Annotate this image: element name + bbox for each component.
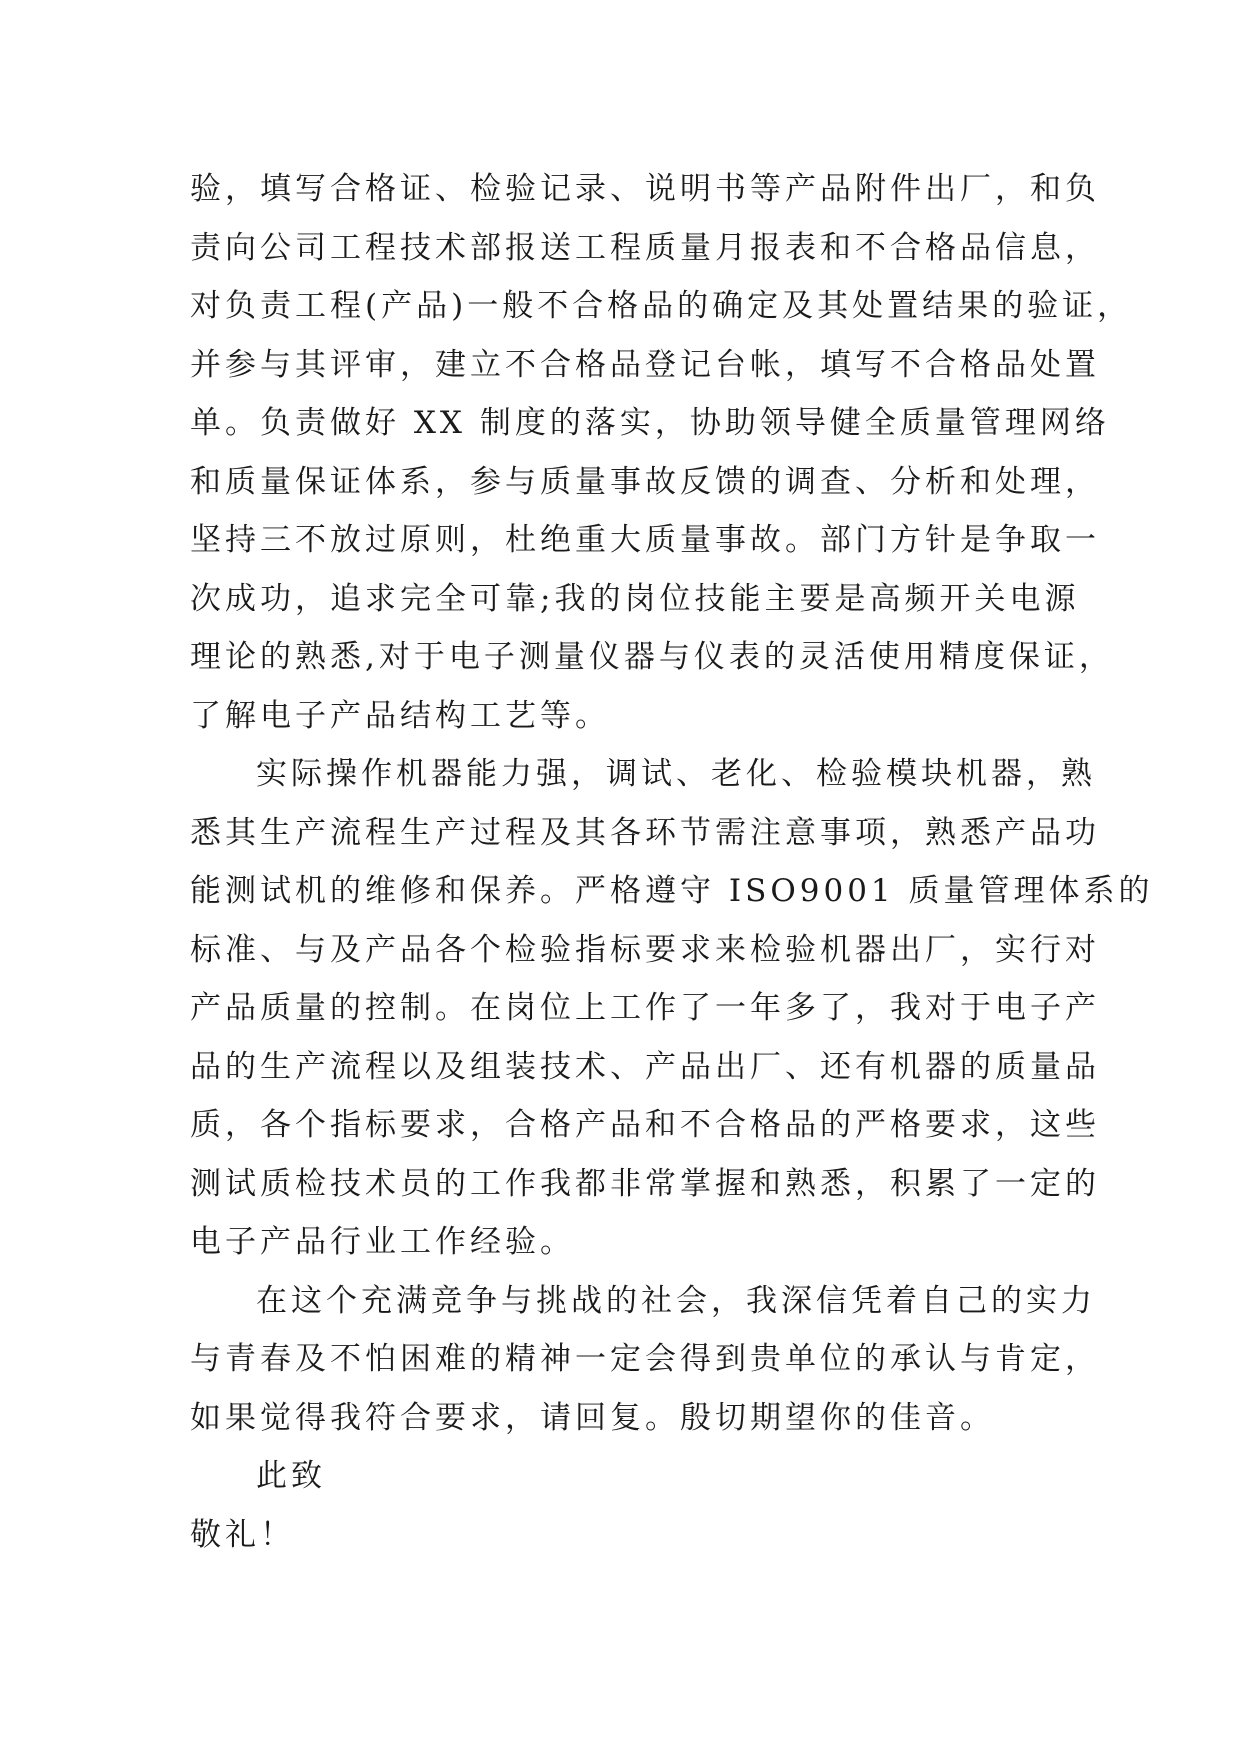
closing-salutation: 此致 <box>256 1458 326 1494</box>
text-line: 并参与其评审，建立不合格品登记台帐，填写不合格品处置 <box>190 346 1100 383</box>
paragraph-2 <box>190 745 1154 1272</box>
text-line: 了解电子产品结构工艺等。 <box>190 697 610 734</box>
paragraph-1 <box>190 160 1133 745</box>
text-line: 单。负责做好 XX 制度的落实，协助领导健全质量管理网络 <box>190 405 1110 441</box>
text-line: 次成功，追求完全可靠;我的岗位技能主要是高频开关电源 <box>190 580 1080 617</box>
text-line: 能测试机的维修和保养。严格遵守 ISO9001 质量管理体系的 <box>190 873 1154 909</box>
text-line: 品的生产流程以及组装技术、产品出厂、还有机器的质量品 <box>190 1048 1100 1085</box>
text-line: 电子产品行业工作经验。 <box>190 1224 575 1260</box>
text-line: 悉其生产流程生产过程及其各环节需注意事项，熟悉产品功 <box>190 814 1100 851</box>
text-line: 在这个充满竞争与挑战的社会，我深信凭着自己的实力 <box>256 1282 1096 1319</box>
closing-regards: 敬礼！ <box>190 1516 295 1553</box>
text-line: 产品质量的控制。在岗位上工作了一年多了，我对于电子产 <box>190 990 1100 1026</box>
text-line: 责向公司工程技术部报送工程质量月报表和不合格品信息， <box>190 229 1100 266</box>
text-line: 坚持三不放过原则，杜绝重大质量事故。部门方针是争取一 <box>190 522 1100 558</box>
paragraph-3 <box>190 1272 1100 1448</box>
text-line: 测试质检技术员的工作我都非常掌握和熟悉，积累了一定的 <box>190 1165 1100 1202</box>
text-line: 标准、与及产品各个检验指标要求来检验机器出厂，实行对 <box>190 931 1100 968</box>
letter-body <box>190 160 1154 1564</box>
text-line: 对负责工程(产品)一般不合格品的确定及其处置结果的验证， <box>190 288 1133 324</box>
text-line: 质，各个指标要求，合格产品和不合格品的严格要求，这些 <box>190 1107 1100 1143</box>
text-line: 验，填写合格证、检验记录、说明书等产品附件出厂，和负 <box>190 171 1100 207</box>
text-line: 与青春及不怕困难的精神一定会得到贵单位的承认与肯定， <box>190 1341 1100 1377</box>
text-line: 如果觉得我符合要求，请回复。殷切期望你的佳音。 <box>190 1399 995 1436</box>
text-line: 理论的熟悉,对于电子测量仪器与仪表的灵活使用精度保证， <box>190 639 1114 675</box>
text-line: 和质量保证体系，参与质量事故反馈的调查、分析和处理， <box>190 463 1100 500</box>
text-line: 实际操作机器能力强，调试、老化、检验模块机器，熟 <box>256 756 1096 792</box>
